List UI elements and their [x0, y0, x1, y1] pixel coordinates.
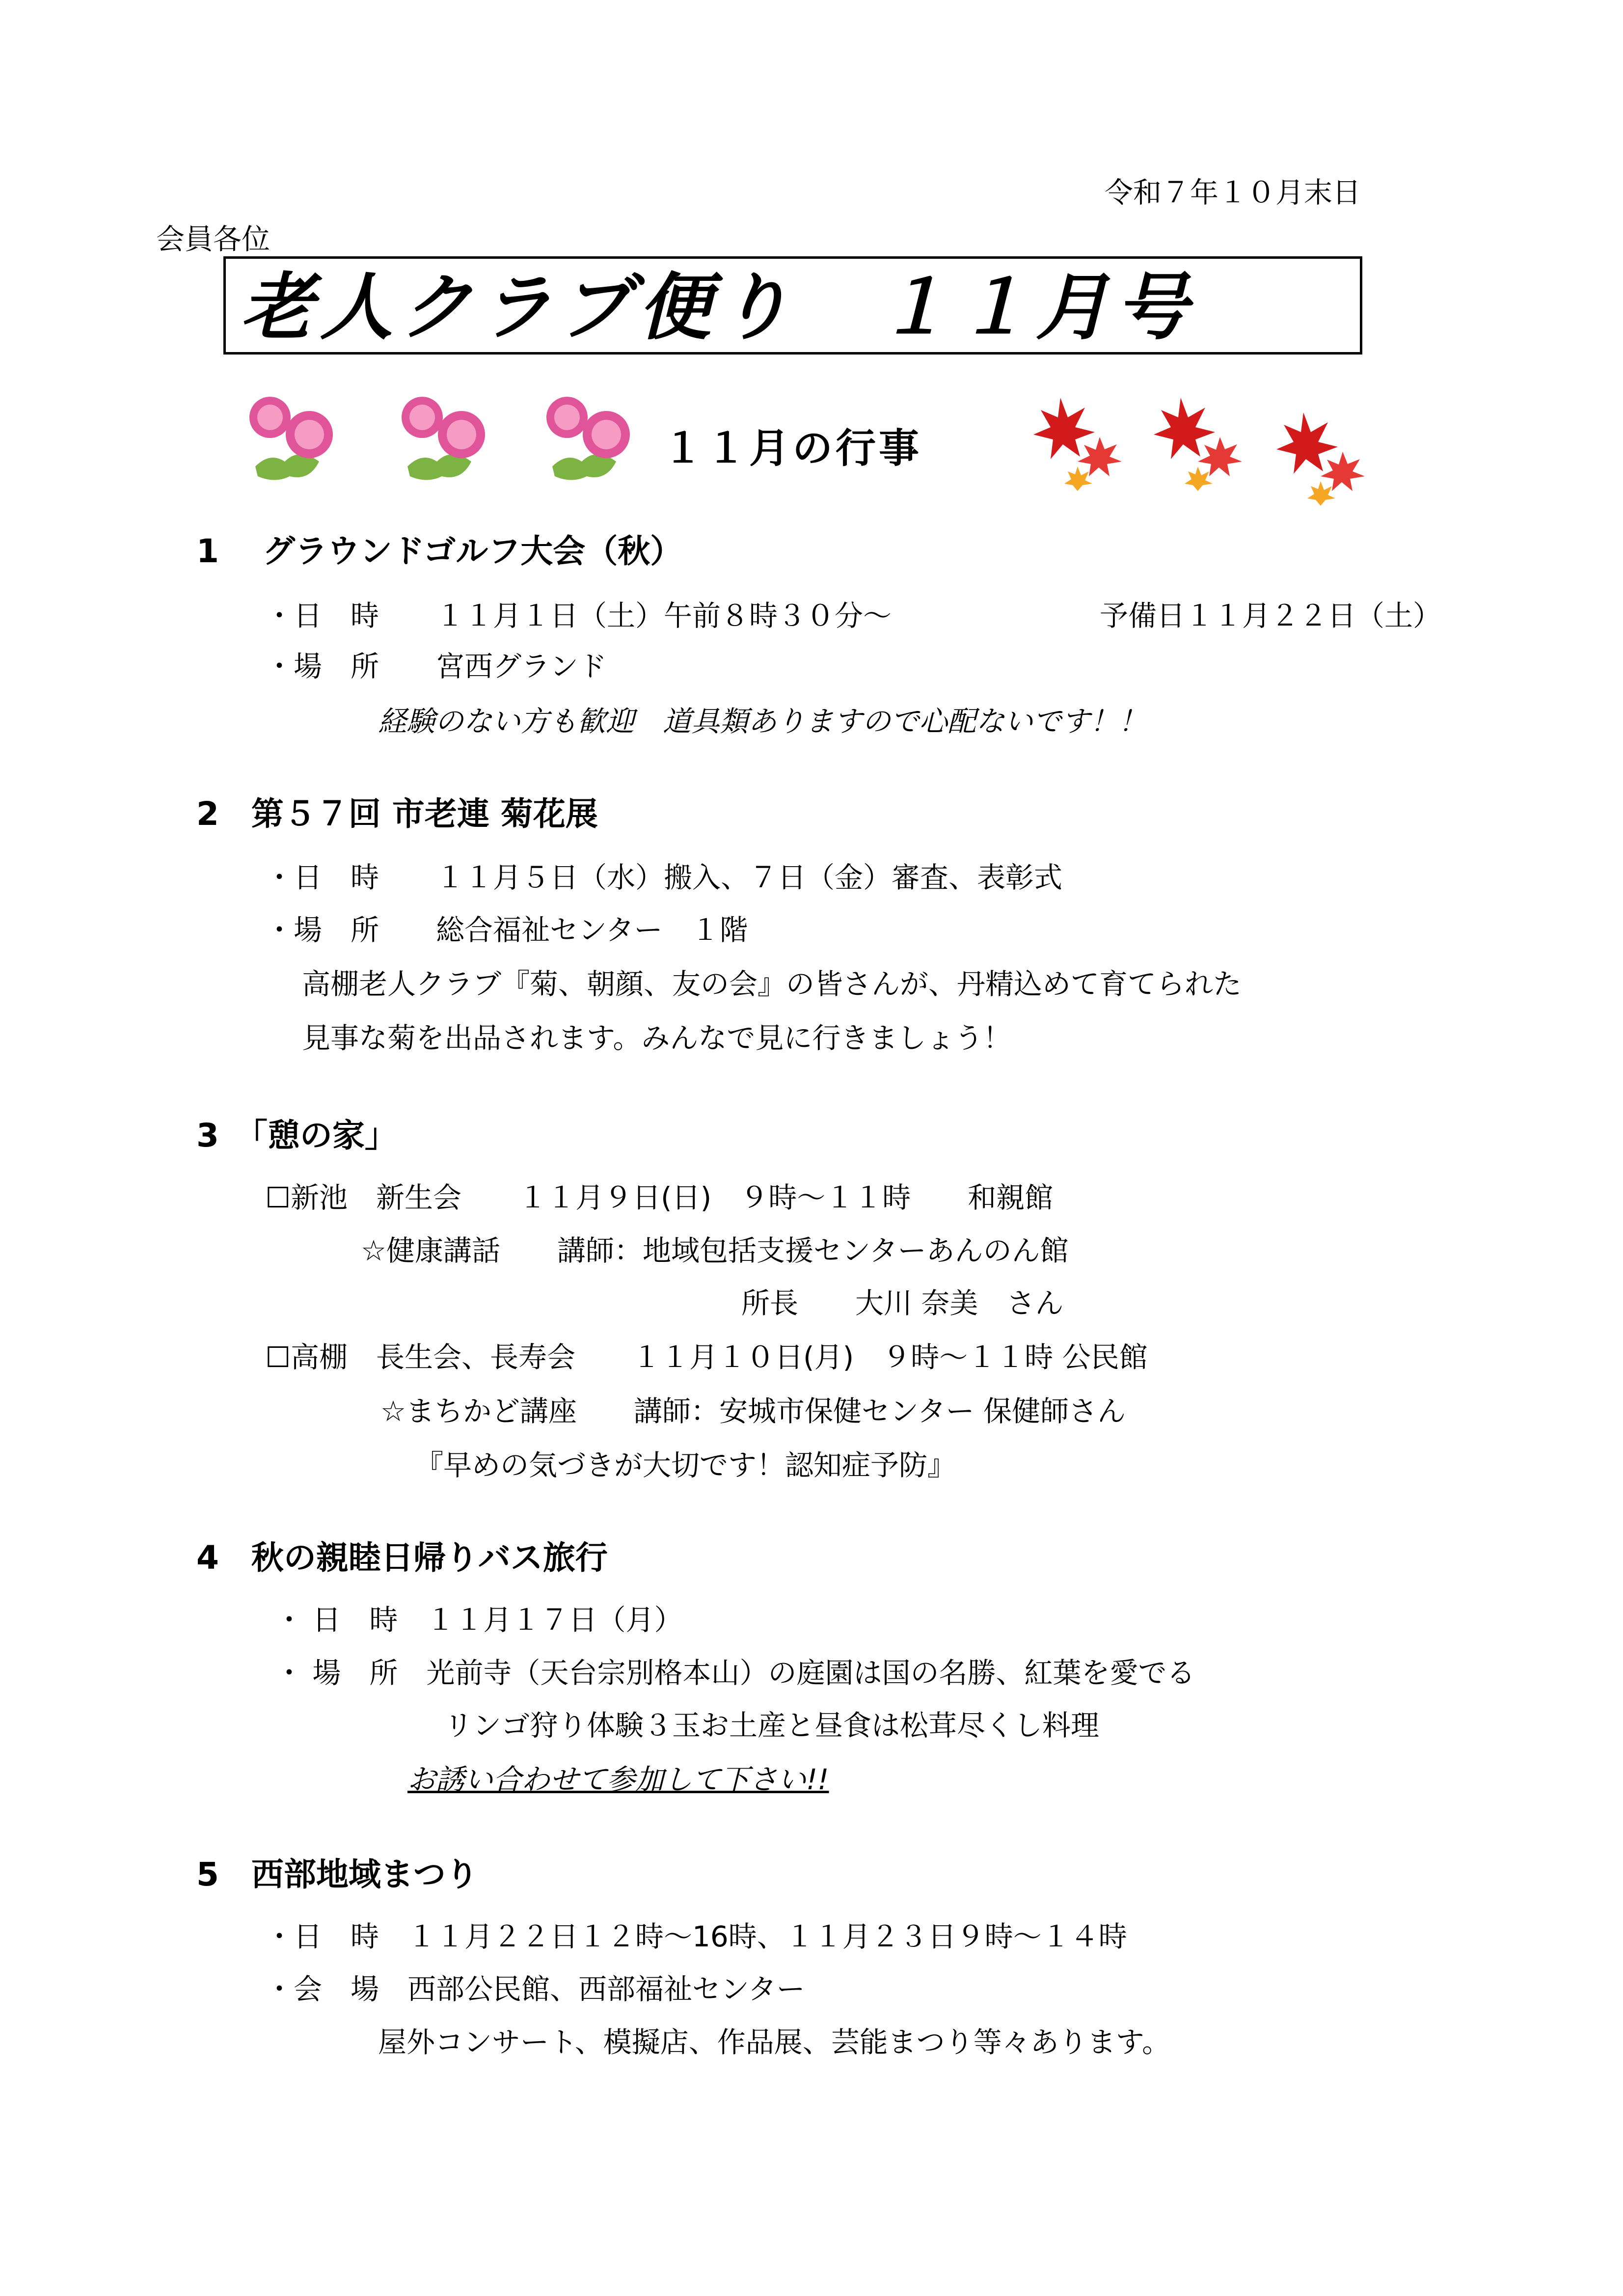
item-line: ・ 場 所 光前寺（天台宗別格本山）の庭園は国の名勝、紅葉を愛でる: [275, 1656, 1195, 1690]
item-line: 予備日１１月２２日（土）: [1100, 599, 1442, 632]
newsletter-title: 老人クラブ便り １１月号: [241, 264, 1195, 350]
title-box: [223, 256, 1362, 355]
item-line: ☆健康講話 講師：地域包括支援センターあんのん館: [361, 1234, 1069, 1267]
item-line: ・ 日 時 １１月１７日（月）: [275, 1603, 683, 1637]
chrysanthemum-icon: [388, 388, 496, 486]
item-line: 屋外コンサート、模擬店、作品展、芸能まつり等々あります。: [378, 2025, 1171, 2059]
maple-leaf-icon: [1151, 393, 1249, 491]
item-line: ☆まちかど講座 講師：安城市保健センター 保健師さん: [380, 1394, 1126, 1428]
item-line: 『早めの気づきが大切です！認知症予防』: [415, 1449, 956, 1482]
item-line: ・日 時 １１月５日（水）搬入、７日（金）審査、表彰式: [265, 861, 1063, 894]
item-line: 所長 大川 奈美 さん: [741, 1286, 1064, 1320]
item-heading: 5 西部地域まつり: [196, 1856, 478, 1893]
item-line: ・日 時 １１月２２日１２時～16時、１１月２３日９時～１４時: [265, 1920, 1127, 1953]
item-heading: 3 「憩の家」: [196, 1117, 397, 1154]
item-note: 経験のない方も歓迎 道具類ありますので心配ないです！！: [378, 705, 1147, 738]
item-note: お誘い合わせて参加して下さい!!: [407, 1763, 829, 1796]
item-line: ・会 場 西部公民館、西部福祉センター: [265, 1972, 805, 2006]
item-line: ・場 所 宮西グランド: [265, 650, 607, 683]
item-line: リンゴ狩り体験３玉お土産と昼食は松茸尽くし料理: [444, 1709, 1100, 1742]
item-heading: 1 グラウンドゴルフ大会（秋）: [196, 532, 683, 570]
maple-leaf-icon: [1274, 408, 1372, 506]
item-heading: 2 第５７回 市老連 菊花展: [196, 795, 598, 833]
item-line: 見事な菊を出品されます。みんなで見に行きましょう！: [302, 1021, 1012, 1055]
chrysanthemum-icon: [533, 388, 641, 486]
item-line: ☐高棚 長生会、長寿会 １１月１０日(月) ９時～１１時 公民館: [265, 1340, 1148, 1374]
item-heading: 4 秋の親睦日帰りバス旅行: [196, 1539, 608, 1577]
item-line: ☐新池 新生会 １１月９日(日) ９時～１１時 和親館: [265, 1181, 1054, 1214]
maple-leaf-icon: [1031, 393, 1129, 491]
chrysanthemum-icon: [236, 388, 344, 486]
item-line: ・日 時 １１月１日（土）午前８時３０分～: [265, 599, 892, 632]
item-line: ・場 所 総合福祉センター １階: [265, 913, 748, 947]
item-line: 高棚老人クラブ『菊、朝顔、友の会』の皆さんが、丹精込めて育てられた: [302, 967, 1242, 1001]
recipient: 会員各位: [156, 222, 270, 256]
events-heading: １１月の行事: [663, 425, 922, 472]
issue-date: 令和７年１０月末日: [1105, 176, 1361, 209]
